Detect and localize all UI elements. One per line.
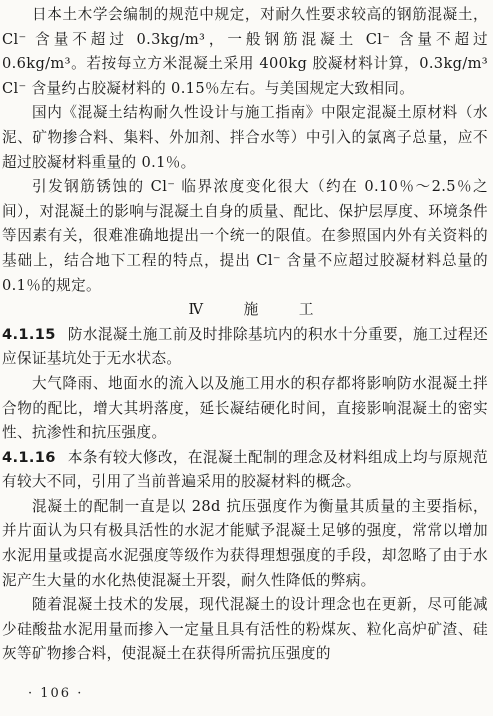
paragraph: 国内《混凝土结构耐久性设计与施工指南》中限定混凝土原材料（水泥、矿物掺合料、集料、外加剂、拌合水等）中引入的氯离子总量，应不超过胶凝材料重量的 0.1％。 xyxy=(2,104,488,171)
clause-paragraph xyxy=(2,323,488,372)
clause-text: 防水混凝土施工前及时排除基坑内的积水十分重要，施工过程还应保证基坑处于无水状态。 xyxy=(2,325,488,368)
paragraph: 日本土木学会编制的规范中规定，对耐久性要求较高的钢筋混凝土，Cl⁻ 含量不超过 0.3kg/m³，一般钢筋混凝土 Cl⁻ 含量不超过 0.6kg/m³。若按每立方米混凝土采用 400kg 胶凝材料计算，0.3kg/m³ Cl⁻ 含量约占胶凝材料的 0.15％左右。与美国规定大致相同。 xyxy=(2,6,488,97)
paragraph: 混凝土的配制一直是以 28d 抗压强度作为衡量其质量的主要指标，并片面认为只有极具活性的水泥才能赋予混凝土足够的强度，常常以增加水泥用量或提高水泥强度等级作为获得理想强度的手段，却忽略了由于水泥产生大量的水化热使混凝土开裂，耐久性降低的弊病。 xyxy=(2,497,488,589)
clause-paragraph xyxy=(2,446,488,495)
paragraph: 随着混凝土技术的发展，现代混凝土的设计理念也在更新，尽可能减少硅酸盐水泥用量而掺入一定量且具有活性的粉煤灰、粒化高炉矿渣、硅灰等矿物掺合料，使混凝土在获得所需抗压强度的 xyxy=(2,596,488,663)
section-title: Ⅳ 施 工 xyxy=(188,301,332,319)
clause-number: 4.1.15 xyxy=(2,325,56,343)
page-number: · 106 · xyxy=(28,686,84,701)
paragraph: 引发钢筋锈蚀的 Cl⁻ 临界浓度变化很大（约在 0.10％～2.5％之间），对混凝土的影响与混凝土自身的质量、配比、保护层厚度、环境条件等因素有关，很难准确地提出一个统一的限值。在参照国内外有关资料的基础上，结合地下工程的特点，提出 Cl⁻ 含量不应超过胶凝材料总量的 0.1％的规定。 xyxy=(2,178,488,294)
paragraph: 大气降雨、地面水的流入以及施工用水的积存都将影响防水混凝土拌合物的配比，增大其坍落度，延长凝结硬化时间，直接影响混凝土的密实性、抗渗性和抗压强度。 xyxy=(2,374,488,442)
clause-text: 本条有较大修改，在混凝土配制的理念及材料组成上均与原规范有较大不同，引用了当前普遍采用的胶凝材料的概念。 xyxy=(2,448,488,491)
body-text xyxy=(2,3,488,667)
clause-number: 4.1.16 xyxy=(2,448,56,466)
